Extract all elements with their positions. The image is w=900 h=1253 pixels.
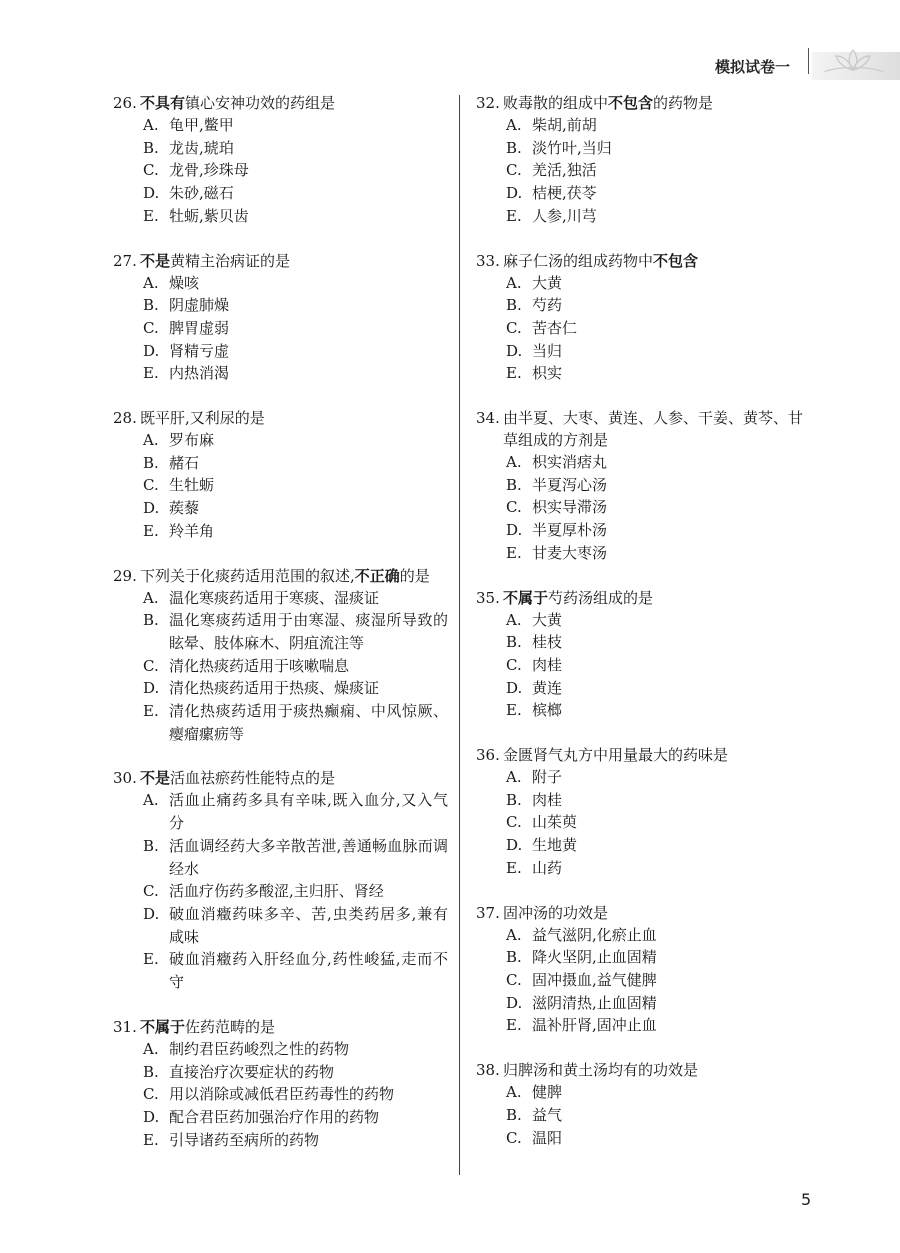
option-item — [506, 699, 811, 722]
question-number: 27. — [113, 251, 137, 270]
option-item — [506, 1104, 811, 1127]
question-text — [503, 1059, 811, 1081]
column-divider — [459, 95, 460, 1175]
question-text — [503, 744, 811, 766]
option-item — [506, 946, 811, 969]
option-label: B. — [506, 1105, 522, 1124]
option-label: B. — [506, 790, 522, 809]
option-item — [506, 159, 811, 182]
option-text: 大黄 — [532, 273, 563, 292]
question-stem — [476, 744, 811, 766]
question-tail: 的药物是 — [653, 94, 714, 112]
option-text: 龙骨,珍珠母 — [169, 161, 249, 180]
option-label: A. — [506, 1083, 522, 1102]
emphasis-text: 不属于 — [503, 588, 549, 607]
option-label: E. — [143, 1130, 159, 1149]
option-item — [143, 700, 448, 745]
question-body: 下列关于化痰药适用范围的叙述, — [140, 566, 355, 585]
question-number: 36. — [476, 746, 500, 765]
left-column — [113, 92, 448, 1173]
question-stem — [476, 250, 811, 272]
option-label: C. — [506, 655, 522, 674]
question-number: 28. — [113, 409, 137, 428]
option-label: B. — [143, 611, 159, 630]
option-list — [113, 272, 448, 386]
option-item — [143, 1106, 448, 1129]
option-item — [506, 317, 811, 340]
question-text — [140, 407, 448, 429]
option-label: C. — [143, 882, 159, 901]
option-item — [506, 969, 811, 992]
header-title: 模拟试卷一 — [715, 58, 791, 76]
option-item — [143, 677, 448, 700]
option-item — [506, 474, 811, 497]
option-label: E. — [506, 858, 522, 877]
option-text: 朱砂,磁石 — [169, 184, 234, 203]
option-item — [506, 992, 811, 1015]
option-text: 固冲摄血,益气健脾 — [532, 970, 657, 989]
option-text: 活血调经药大多辛散苦泄,善通畅血脉而调经水 — [169, 836, 448, 878]
option-text: 燥咳 — [169, 273, 200, 292]
option-label: C. — [506, 1128, 522, 1147]
option-label: E. — [143, 950, 159, 969]
option-label: E. — [143, 364, 159, 383]
question-text — [140, 1016, 448, 1038]
question-number: 31. — [113, 1017, 137, 1036]
option-list — [476, 609, 811, 723]
option-text: 制约君臣药峻烈之性的药物 — [169, 1039, 350, 1058]
option-text: 牡蛎,紫贝齿 — [169, 206, 249, 225]
option-item — [143, 294, 448, 317]
question-text — [503, 92, 811, 114]
option-item — [506, 609, 811, 632]
option-label: E. — [506, 364, 522, 383]
question-number: 34. — [476, 409, 500, 428]
option-item — [506, 182, 811, 205]
option-item — [506, 294, 811, 317]
option-list — [476, 1081, 811, 1149]
option-label: A. — [506, 925, 522, 944]
option-list — [113, 114, 448, 228]
option-label: C. — [143, 656, 159, 675]
question-body: 既平肝,又利尿的是 — [140, 409, 265, 428]
option-label: A. — [143, 588, 159, 607]
question-body: 佐药范畴的是 — [185, 1017, 276, 1036]
option-text: 柴胡,前胡 — [532, 116, 597, 134]
option-item — [143, 114, 448, 137]
emphasis-text: 不是 — [140, 769, 171, 788]
option-item — [143, 317, 448, 340]
option-label: A. — [143, 431, 159, 450]
option-text: 当归 — [532, 341, 563, 360]
option-label: B. — [506, 138, 522, 157]
question-stem — [113, 767, 448, 789]
question-stem — [113, 1016, 448, 1038]
option-item — [506, 272, 811, 295]
option-text: 甘麦大枣汤 — [532, 543, 608, 562]
question-body: 活血祛瘀药性能特点的是 — [170, 769, 336, 788]
option-item — [143, 1038, 448, 1061]
option-item — [143, 474, 448, 497]
question-number: 32. — [476, 94, 500, 112]
option-label: A. — [506, 768, 522, 787]
option-text: 活血止痛药多具有辛味,既入血分,又入气分 — [169, 791, 448, 833]
option-item — [143, 609, 448, 654]
option-label: E. — [506, 1016, 522, 1035]
option-label: B. — [506, 296, 522, 315]
question-stem — [476, 1059, 811, 1081]
option-text: 枳实 — [532, 364, 563, 383]
option-text: 半夏泻心汤 — [532, 475, 608, 494]
option-text: 桔梗,茯苓 — [532, 184, 597, 203]
option-item — [143, 137, 448, 160]
option-text: 健脾 — [532, 1083, 563, 1102]
option-text: 山茱萸 — [532, 813, 578, 832]
question — [476, 250, 811, 386]
question-text — [140, 250, 448, 272]
question — [113, 767, 448, 993]
option-list — [476, 451, 811, 565]
option-label: C. — [143, 318, 159, 337]
option-label: D. — [506, 184, 523, 203]
option-label: B. — [143, 296, 159, 315]
option-item — [143, 655, 448, 678]
option-label: B. — [506, 633, 522, 652]
option-item — [506, 1127, 811, 1150]
option-item — [143, 880, 448, 903]
option-item — [506, 451, 811, 474]
option-text: 羚羊角 — [169, 521, 215, 540]
emphasis-text: 不具有 — [140, 94, 186, 112]
question-stem — [113, 250, 448, 272]
option-text: 阴虚肺燥 — [169, 296, 230, 315]
question-number: 35. — [476, 588, 500, 607]
option-text: 破血消癥药入肝经血分,药性峻猛,走而不守 — [169, 950, 448, 992]
question-stem — [476, 587, 811, 609]
question-tail: 的是 — [399, 566, 430, 585]
question-body: 金匮肾气丸方中用量最大的药味是 — [503, 746, 729, 765]
question — [476, 744, 811, 880]
option-text: 清化热痰药适用于热痰、燥痰证 — [169, 679, 380, 698]
option-text: 生地黄 — [532, 836, 578, 855]
option-label: D. — [506, 341, 523, 360]
emphasis-text: 不是 — [140, 251, 171, 270]
option-item — [506, 542, 811, 565]
option-text: 黄连 — [532, 678, 563, 697]
question — [113, 250, 448, 386]
question-body: 由半夏、大枣、黄连、人参、干姜、黄芩、甘草组成的方剂是 — [503, 409, 804, 450]
option-item — [143, 497, 448, 520]
option-text: 肾精亏虚 — [169, 341, 230, 360]
option-text: 赭石 — [169, 453, 200, 472]
question-text — [140, 565, 448, 587]
option-item — [143, 159, 448, 182]
option-label: D. — [143, 184, 160, 203]
header-separator — [808, 48, 809, 74]
option-list — [476, 272, 811, 386]
option-item — [143, 835, 448, 880]
option-item — [506, 519, 811, 542]
option-label: D. — [143, 341, 160, 360]
option-label: E. — [506, 543, 522, 562]
option-label: C. — [506, 813, 522, 832]
option-item — [506, 340, 811, 363]
option-text: 苦杏仁 — [532, 318, 578, 337]
option-item — [506, 789, 811, 812]
option-list — [476, 114, 811, 228]
question-body: 固冲汤的功效是 — [503, 903, 609, 922]
option-text: 降火坚阴,止血固精 — [532, 948, 657, 967]
option-label: D. — [506, 993, 523, 1012]
question-body: 麻子仁汤的组成药物中 — [503, 251, 654, 270]
emphasis-text: 不正确 — [354, 566, 400, 585]
option-item — [506, 857, 811, 880]
option-text: 益气 — [532, 1105, 563, 1124]
option-text: 温化寒痰药适用于寒痰、湿痰证 — [169, 588, 380, 607]
option-label: D. — [143, 499, 160, 518]
option-item — [143, 520, 448, 543]
option-text: 清化热痰药适用于痰热癫痫、中风惊厥、瘿瘤瘰疬等 — [169, 702, 448, 743]
option-list — [113, 1038, 448, 1152]
option-text: 直接治疗次要症状的药物 — [169, 1062, 335, 1081]
option-label: E. — [506, 206, 522, 225]
question — [113, 1016, 448, 1152]
option-item — [143, 1083, 448, 1106]
option-item — [506, 1014, 811, 1037]
option-item — [506, 834, 811, 857]
option-item — [143, 948, 448, 993]
option-text: 罗布麻 — [169, 431, 215, 450]
option-label: D. — [506, 521, 523, 540]
lotus-logo-icon — [818, 46, 888, 76]
option-label: D. — [143, 679, 160, 698]
question — [476, 1059, 811, 1149]
question — [113, 92, 448, 228]
option-label: B. — [143, 138, 159, 157]
option-text: 半夏厚朴汤 — [532, 521, 608, 540]
option-text: 山药 — [532, 858, 563, 877]
option-item — [506, 677, 811, 700]
option-text: 破血消癥药味多辛、苦,虫类药居多,兼有咸味 — [169, 904, 448, 946]
option-text: 肉桂 — [532, 655, 563, 674]
page-number: 5 — [801, 1190, 812, 1209]
question — [113, 407, 448, 543]
option-text: 枳实消痞丸 — [532, 453, 608, 472]
option-item — [143, 1061, 448, 1084]
option-text: 生牡蛎 — [169, 476, 215, 495]
option-item — [143, 587, 448, 610]
option-item — [143, 340, 448, 363]
option-label: E. — [506, 701, 522, 720]
option-text: 槟榔 — [532, 701, 563, 720]
question-stem — [113, 407, 448, 429]
emphasis-text: 不属于 — [140, 1017, 186, 1036]
question-stem — [476, 902, 811, 924]
option-label: A. — [506, 116, 522, 134]
option-text: 龙齿,琥珀 — [169, 138, 234, 157]
option-label: B. — [506, 475, 522, 494]
option-text: 芍药 — [532, 296, 563, 315]
option-item — [506, 924, 811, 947]
option-item — [143, 272, 448, 295]
option-label: A. — [143, 273, 159, 292]
option-text: 肉桂 — [532, 790, 563, 809]
option-label: D. — [143, 904, 160, 923]
option-text: 羌活,独活 — [532, 161, 597, 180]
question-text — [503, 587, 811, 609]
question-number: 37. — [476, 903, 500, 922]
question — [476, 407, 811, 565]
emphasis-text: 不包含 — [608, 94, 654, 112]
option-text: 温阳 — [532, 1128, 563, 1147]
option-text: 配合君臣药加强治疗作用的药物 — [169, 1107, 380, 1126]
question-text — [503, 902, 811, 924]
option-text: 温补肝肾,固冲止血 — [532, 1016, 657, 1035]
option-text: 用以消除或减低君臣药毒性的药物 — [169, 1085, 395, 1104]
option-item — [506, 205, 811, 228]
option-label: C. — [506, 161, 522, 180]
option-text: 大黄 — [532, 610, 563, 629]
option-label: B. — [143, 836, 159, 855]
option-label: A. — [506, 273, 522, 292]
option-text: 温化寒痰药适用于由寒湿、痰湿所导致的眩晕、肢体麻木、阴疽流注等 — [169, 611, 448, 652]
question-text — [140, 92, 448, 114]
option-label: C. — [143, 1085, 159, 1104]
question-body: 败毒散的组成中 — [503, 94, 609, 112]
question-text — [503, 407, 811, 451]
option-list — [476, 924, 811, 1038]
option-label: D. — [506, 678, 523, 697]
question-number: 29. — [113, 566, 137, 585]
question-stem — [113, 565, 448, 587]
right-column — [476, 92, 811, 1171]
question — [476, 92, 811, 228]
option-item — [143, 205, 448, 228]
option-text: 引导诸药至病所的药物 — [169, 1130, 320, 1149]
option-label: A. — [506, 610, 522, 629]
question-stem — [476, 407, 811, 451]
option-text: 桂枝 — [532, 633, 563, 652]
option-text: 清化热痰药适用于咳嗽喘息 — [169, 656, 350, 675]
option-item — [506, 766, 811, 789]
option-item — [506, 114, 811, 137]
option-text: 脾胃虚弱 — [169, 318, 230, 337]
question-text — [140, 767, 448, 789]
option-item — [506, 137, 811, 160]
option-label: C. — [143, 476, 159, 495]
question — [476, 587, 811, 723]
option-label: A. — [143, 791, 159, 810]
option-item — [143, 362, 448, 385]
option-list — [113, 587, 448, 746]
option-label: B. — [143, 453, 159, 472]
option-item — [143, 452, 448, 475]
option-item — [506, 496, 811, 519]
question — [476, 902, 811, 1038]
question-stem — [113, 92, 448, 114]
option-text: 滋阴清热,止血固精 — [532, 993, 657, 1012]
option-label: E. — [143, 521, 159, 540]
option-label: A. — [506, 453, 522, 472]
option-label: C. — [143, 161, 159, 180]
option-label: A. — [143, 1039, 159, 1058]
question-body: 芍药汤组成的是 — [548, 588, 654, 607]
option-text: 淡竹叶,当归 — [532, 138, 612, 157]
option-label: C. — [506, 498, 522, 517]
option-text: 益气滋阴,化瘀止血 — [532, 925, 657, 944]
option-label: B. — [506, 948, 522, 967]
option-label: D. — [506, 836, 523, 855]
option-text: 人参,川芎 — [532, 206, 597, 225]
option-text: 蒺藜 — [169, 499, 200, 518]
option-item — [506, 654, 811, 677]
option-label: A. — [143, 116, 159, 134]
question-number: 38. — [476, 1061, 500, 1080]
option-item — [143, 903, 448, 948]
question-body: 镇心安神功效的药组是 — [185, 94, 336, 112]
option-item — [143, 789, 448, 834]
option-item — [506, 631, 811, 654]
option-list — [476, 766, 811, 880]
option-item — [143, 1129, 448, 1152]
option-list — [113, 789, 448, 993]
question-number: 30. — [113, 769, 137, 788]
question — [113, 565, 448, 746]
option-label: C. — [506, 970, 522, 989]
emphasis-text: 不包含 — [653, 251, 699, 270]
question-body: 归脾汤和黄土汤均有的功效是 — [503, 1061, 699, 1080]
option-label: B. — [143, 1062, 159, 1081]
option-text: 龟甲,鳖甲 — [169, 116, 234, 134]
option-text: 枳实导滞汤 — [532, 498, 608, 517]
option-label: D. — [143, 1107, 160, 1126]
option-item — [506, 1081, 811, 1104]
question-number: 33. — [476, 251, 500, 270]
option-label: C. — [506, 318, 522, 337]
option-text: 活血疗伤药多酸涩,主归肝、肾经 — [169, 882, 384, 901]
option-label: E. — [143, 206, 159, 225]
option-item — [143, 429, 448, 452]
question-body: 黄精主治病证的是 — [170, 251, 291, 270]
option-list — [113, 429, 448, 543]
question-number: 26. — [113, 94, 137, 112]
question-text — [503, 250, 811, 272]
option-item — [143, 182, 448, 205]
option-label: E. — [143, 702, 159, 721]
option-item — [506, 811, 811, 834]
option-text: 附子 — [532, 768, 563, 787]
question-stem — [476, 92, 811, 114]
option-item — [506, 362, 811, 385]
option-text: 内热消渴 — [169, 364, 230, 383]
